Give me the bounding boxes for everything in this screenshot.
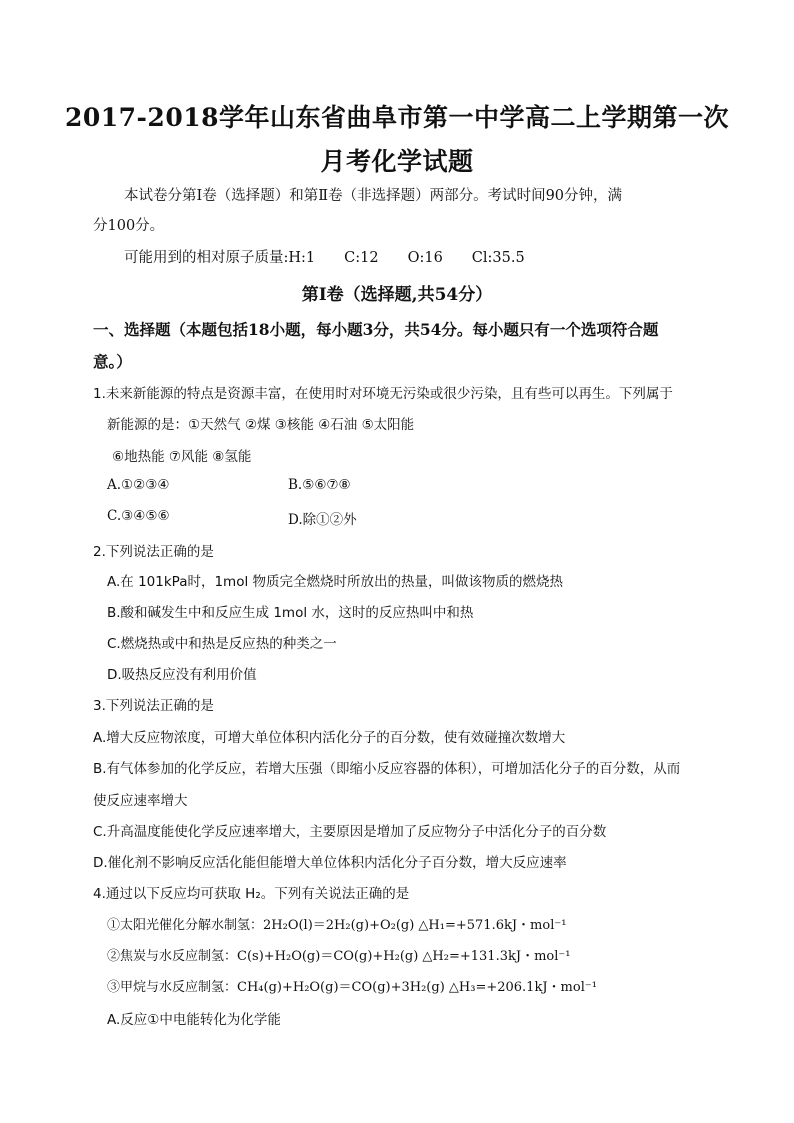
q4-option-a: A.反应①中电能转化为化学能 — [107, 1012, 281, 1028]
q2-option-d: D.吸热反应没有利用价值 — [107, 667, 257, 683]
q3-option-b-line1: B.有气体参加的化学反应，若增大压强（即缩小反应容器的体积），可增加活化分子的百分数，从而 — [93, 761, 681, 777]
q2-option-a: A.在 101kPa时，1mol 物质完全燃烧时所放出的热量，叫做该物质的燃烧热 — [107, 574, 564, 590]
q3-stem: 3.下列说法正确的是 — [93, 698, 214, 714]
intro-line1: 本试卷分第Ⅰ卷（选择题）和第Ⅱ卷（非选择题）两部分。考试时间90分钟，满 — [124, 188, 623, 204]
q2-stem: 2.下列说法正确的是 — [93, 544, 214, 560]
q1-stem-line1: 1.未来新能源的特点是资源丰富，在使用时对环境无污染或很少污染，且有些可以再生。下列属于 — [93, 386, 673, 402]
q1-stem-line2: 新能源的是：①天然气 ②煤 ③核能 ④石油 ⑤太阳能 — [107, 417, 415, 433]
q3-option-d: D.催化剂不影响反应活化能但能增大单位体积内活化分子百分数，增大反应速率 — [93, 855, 567, 871]
q4-reaction1: ①太阳光催化分解水制氢：2H₂O(l)＝2H₂(g)+O₂(g) △H₁=+571.6kJ・mol⁻¹ — [107, 918, 567, 933]
q3-option-b-line2: 使反应速率增大 — [93, 793, 188, 809]
q4-reaction2: ②焦炭与水反应制氢：C(s)+H₂O(g)＝CO(g)+H₂(g) △H₂=+131.3kJ・mol⁻¹ — [107, 949, 571, 964]
q3-option-a: A.增大反应物浓度，可增大单位体积内活化分子的百分数，使有效碰撞次数增大 — [93, 730, 566, 746]
q1-option-d: D.除①②外 — [288, 512, 357, 528]
part1-heading-line2: 意。） — [93, 352, 132, 371]
q1-stem-line3: ⑥地热能 ⑦风能 ⑧氢能 — [112, 449, 252, 465]
q2-option-b: B.酸和碱发生中和反应生成 1mol 水，这时的反应热叫中和热 — [107, 605, 474, 621]
section1-title: 第Ⅰ卷（选择题,共54分） — [301, 285, 493, 305]
q1-option-c: C.③④⑤⑥ — [107, 508, 170, 524]
exam-title-line2: 月考化学试题 — [320, 147, 474, 176]
q1-option-a: A.①②③④ — [107, 477, 170, 493]
q1-option-b: B.⑤⑥⑦⑧ — [288, 477, 351, 493]
q4-reaction3: ③甲烷与水反应制氢：CH₄(g)+H₂O(g)＝CO(g)+3H₂(g) △H₃=+206.1kJ・mol⁻¹ — [107, 980, 597, 995]
part1-heading-line1: 一、选择题（本题包括18小题，每小题3分，共54分。每小题只有一个选项符合题 — [93, 320, 659, 339]
q4-stem: 4.通过以下反应均可获取 H₂。下列有关说法正确的是 — [93, 886, 410, 902]
atomic-masses: 可能用到的相对原子质量:H:1 C:12 O:16 Cl:35.5 — [124, 250, 525, 266]
q3-option-c: C.升高温度能使化学反应速率增大，主要原因是增加了反应物分子中活化分子的百分数 — [93, 824, 607, 840]
exam-title-line1: 2017-2018学年山东省曲阜市第一中学高二上学期第一次 — [64, 103, 730, 132]
q2-option-c: C.燃烧热或中和热是反应热的种类之一 — [107, 636, 337, 652]
intro-line2: 分100分。 — [93, 218, 165, 234]
